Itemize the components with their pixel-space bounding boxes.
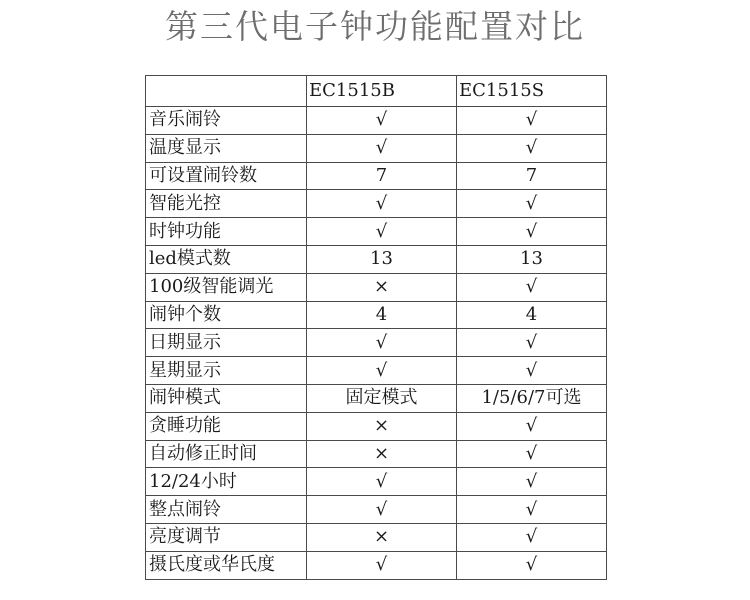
feature-cell: 星期显示: [146, 357, 307, 385]
feature-cell: 贪睡功能: [146, 412, 307, 440]
feature-cell: 摄氏度或华氏度: [146, 551, 307, 579]
feature-cell: 闹钟个数: [146, 301, 307, 329]
header-feature-cell: [146, 76, 307, 107]
feature-cell: 温度显示: [146, 134, 307, 162]
ec1515s-value-cell: √: [457, 107, 607, 135]
table-row: [146, 468, 607, 496]
ec1515b-value-cell: ×: [307, 523, 457, 551]
table-row: [146, 273, 607, 301]
table-row: [146, 218, 607, 246]
feature-cell: 整点闹铃: [146, 496, 307, 524]
ec1515s-value-cell: √: [457, 134, 607, 162]
ec1515s-value-cell: √: [457, 468, 607, 496]
table-body: [146, 76, 607, 580]
table-row: [146, 357, 607, 385]
ec1515s-value-cell: √: [457, 523, 607, 551]
table-row: [146, 412, 607, 440]
ec1515s-value-cell: √: [457, 273, 607, 301]
feature-cell: 100级智能调光: [146, 273, 307, 301]
feature-cell: 音乐闹铃: [146, 107, 307, 135]
ec1515b-value-cell: ×: [307, 273, 457, 301]
feature-cell: 智能光控: [146, 190, 307, 218]
feature-cell: 闹钟模式: [146, 384, 307, 412]
ec1515b-value-cell: 4: [307, 301, 457, 329]
ec1515b-value-cell: √: [307, 496, 457, 524]
comparison-table: [145, 75, 607, 580]
ec1515b-value-cell: √: [307, 190, 457, 218]
ec1515s-value-cell: √: [457, 329, 607, 357]
feature-cell: 日期显示: [146, 329, 307, 357]
page-title: 第三代电子钟功能配置对比: [165, 7, 585, 46]
feature-cell: 12/24小时: [146, 468, 307, 496]
feature-cell: 亮度调节: [146, 523, 307, 551]
table-row: [146, 301, 607, 329]
ec1515b-value-cell: √: [307, 329, 457, 357]
table-row: [146, 496, 607, 524]
ec1515s-value-cell: 7: [457, 162, 607, 190]
ec1515b-value-cell: √: [307, 468, 457, 496]
ec1515s-value-cell: 4: [457, 301, 607, 329]
ec1515s-value-cell: 1/5/6/7可选: [457, 384, 607, 412]
ec1515s-value-cell: 13: [457, 245, 607, 273]
table-header-row: [146, 76, 607, 107]
table-row: [146, 107, 607, 135]
table-row: [146, 134, 607, 162]
table-row: [146, 523, 607, 551]
table-row: [146, 162, 607, 190]
ec1515b-value-cell: ×: [307, 412, 457, 440]
ec1515b-value-cell: √: [307, 134, 457, 162]
ec1515b-value-cell: 13: [307, 245, 457, 273]
ec1515s-value-cell: √: [457, 440, 607, 468]
ec1515s-value-cell: √: [457, 190, 607, 218]
table-row: [146, 551, 607, 579]
ec1515b-value-cell: √: [307, 107, 457, 135]
ec1515s-value-cell: √: [457, 551, 607, 579]
ec1515s-value-cell: √: [457, 218, 607, 246]
ec1515b-value-cell: √: [307, 357, 457, 385]
table-row: [146, 384, 607, 412]
ec1515b-value-cell: 7: [307, 162, 457, 190]
ec1515s-value-cell: √: [457, 496, 607, 524]
ec1515b-value-cell: √: [307, 218, 457, 246]
table-row: [146, 190, 607, 218]
header-model-ec1515s: EC1515S: [457, 76, 607, 107]
ec1515b-value-cell: √: [307, 551, 457, 579]
ec1515b-value-cell: ×: [307, 440, 457, 468]
feature-cell: led模式数: [146, 245, 307, 273]
ec1515b-value-cell: 固定模式: [307, 384, 457, 412]
table-row: [146, 440, 607, 468]
table-row: [146, 245, 607, 273]
feature-cell: 可设置闹铃数: [146, 162, 307, 190]
feature-cell: 自动修正时间: [146, 440, 307, 468]
ec1515s-value-cell: √: [457, 412, 607, 440]
ec1515s-value-cell: √: [457, 357, 607, 385]
table-row: [146, 329, 607, 357]
feature-cell: 时钟功能: [146, 218, 307, 246]
header-model-ec1515b: EC1515B: [307, 76, 457, 107]
